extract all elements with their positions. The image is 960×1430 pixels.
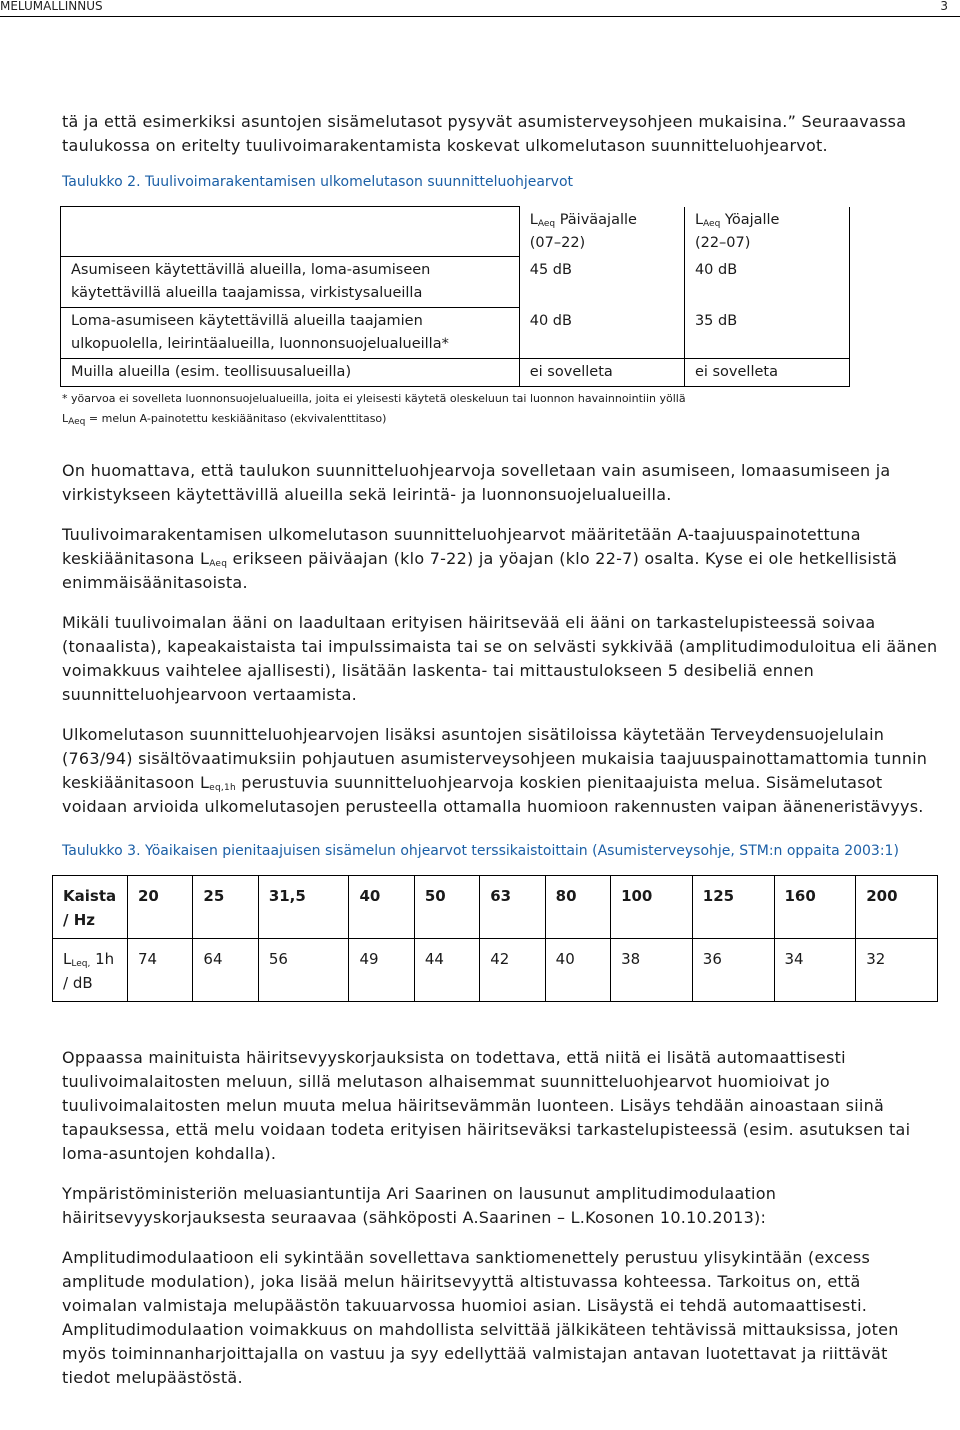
para2-text-a: Tuulivoimarakentamisen ulkomelutason suunnitteluohjearvot määritetään A-taajuuspainotettuna keskiäänitasona L <box>62 525 861 568</box>
paragraph-penalty: Mikäli tuulivoimalan ääni on laadultaan erityisen häiritsevää eli ääni on tarkastelupisteessä soivaa (tonaalista), kapeakaistaista tai impulssimaista tai se on selvästi sykkivää (amplitudimoduloitua eli äänen voimakkuus vaihtelee ajallisesti), lisätään laskenta- tai mittaustulokseen 5 desibeliä ennen suunnitteluohjearvoon vertaamista. <box>62 613 938 704</box>
day-l-subscript: Aeq <box>537 218 556 229</box>
band-header-label: Kaista / Hz <box>53 876 128 939</box>
table3-caption <box>62 841 940 861</box>
low-frequency-table <box>52 875 938 1002</box>
night-l-symbol: L <box>694 211 704 228</box>
table-row <box>61 257 850 308</box>
frequency-cell: 20 <box>128 876 193 939</box>
table-header-row <box>61 207 850 257</box>
paragraph-applicability: On huomattava, että taulukon suunnitteluohjearvoja sovelletaan vain asumiseen, lomaasumiseen ja virkistykseen käytettävillä alueilla sekä leirintä- ja luonnonsuojelualueilla. <box>62 461 891 504</box>
level-cell: 38 <box>611 939 693 1002</box>
paragraph-expert-statement: Ympäristöministeriön meluasiantuntija Ari Saarinen on lausunut amplitudimodulaation häiritsevyyskorjauksesta seuraavaa (sähköposti A.Saarinen – L.Kosonen 10.10.2013): <box>62 1184 777 1227</box>
night-value: 35 dB <box>684 308 849 359</box>
table-footnote: * yöarvoa ei sovelleta luonnonsuojelualueilla, joita ei yleisesti käytetä oleskeluun tai luonnon havainnointiin yöllä <box>62 392 686 405</box>
frequency-cell: 125 <box>692 876 774 939</box>
night-column-header <box>684 207 849 257</box>
table-corner-cell <box>61 207 520 257</box>
table-row <box>61 359 850 387</box>
day-value: ei sovelleta <box>519 359 684 387</box>
level-cell: 40 <box>545 939 610 1002</box>
level-cell: 74 <box>128 939 193 1002</box>
level-cell: 36 <box>692 939 774 1002</box>
frequency-cell: 80 <box>545 876 610 939</box>
laeq-symbol: L <box>62 412 69 425</box>
page-content <box>62 110 940 1390</box>
para4-text-b: perustuvia suunnitteluohjearvoja koskien pienitaajuista melua. Sisämelutasot voidaan arvioida ulkomelutasojen perusteella ottamalla huomioon rakennusten vaipan ääneneristävyys. <box>62 773 924 816</box>
laeq-definition <box>62 409 940 429</box>
frequency-cell: 25 <box>193 876 258 939</box>
day-period: (07–22) <box>529 234 586 251</box>
para4-subscript: eq,1h <box>209 783 236 793</box>
intro-paragraph: tä ja että esimerkiksi asuntojen sisämelutasot pysyvät asumisterveysohjeen mukaisina.” Seuraavassa taulukossa on eritelty tuulivoimarakentamista koskevat ulkomelutason suunnitteluohjearvot. <box>62 112 907 155</box>
table3-caption-number: Taulukko 3. <box>62 843 141 859</box>
table3-caption-text: Yöaikaisen pienitaajuisen sisämelun ohjearvot terssikaistoittain (Asumisterveysohje, STM:n oppaita 2003:1) <box>145 843 899 859</box>
page-header <box>0 0 960 14</box>
table-notes <box>62 389 940 429</box>
day-label: Päiväajalle <box>555 211 637 228</box>
paragraph-corrections: Oppaassa mainituista häiritsevyyskorjauksista on todettava, että niitä ei lisätä automaattisesti tuulivoimalaitosten meluun, sillä melutason alhaisemmat suunnitteluohjearvot huomioivat jo tuulivoimalaitosten melun muuta melua häiritsevämmän luonteen. Lisäys tehdään ainoastaan siinä tapauksessa, että melu voidaan todeta erityisen häiritseväksi tarkastelupisteessä (esim. asutuksen tai loma-asuntojen kohdalla). <box>62 1048 911 1163</box>
day-column-header <box>519 207 684 257</box>
table2-caption-number: Taulukko 2. <box>62 174 141 190</box>
para2-subscript: Aeq <box>209 559 228 569</box>
day-l-symbol: L <box>529 211 538 228</box>
laeq-definition-text: = melun A-painotettu keskiäänitaso (ekvivalenttitaso) <box>85 412 387 425</box>
night-period: (22–07) <box>694 234 751 251</box>
row-label: Loma-asumiseen käytettävillä alueilla taajamien ulkopuolella, leirintäalueilla, luonnonsuojelualueilla* <box>61 308 520 359</box>
para2-text-b: erikseen päiväajan (klo 7-22) ja yöajan (klo 22-7) osalta. Kyse ei ole hetkellisistä enimmäisäänitasoista. <box>62 549 898 592</box>
night-value: ei sovelleta <box>684 359 849 387</box>
level-unit: 1h / dB <box>63 950 115 992</box>
day-value: 45 dB <box>519 257 684 308</box>
header-rule <box>0 16 960 17</box>
day-value: 40 dB <box>519 308 684 359</box>
night-l-subscript: Aeq <box>703 218 721 229</box>
level-cell: 64 <box>193 939 258 1002</box>
level-row <box>53 939 938 1002</box>
level-l-symbol: L <box>63 950 72 968</box>
level-cell: 34 <box>774 939 856 1002</box>
table2-caption <box>62 172 940 192</box>
level-cell: 56 <box>258 939 349 1002</box>
paragraph-outdoor-values <box>62 523 940 595</box>
frequency-cell: 100 <box>611 876 693 939</box>
table-row <box>61 308 850 359</box>
level-cell: 44 <box>414 939 479 1002</box>
frequency-cell: 50 <box>414 876 479 939</box>
frequency-cell: 160 <box>774 876 856 939</box>
table2-caption-text: Tuulivoimarakentamisen ulkomelutason suunnitteluohjearvot <box>145 174 574 190</box>
frequency-cell: 31,5 <box>258 876 349 939</box>
night-label: Yöajalle <box>720 211 780 228</box>
frequency-cell: 63 <box>480 876 545 939</box>
paragraph-amplitude-modulation: Amplitudimodulaatioon eli sykintään sovellettava sanktiomenettely perustuu ylisykintään (excess amplitude modulation), joka lisää melun häiritsevyyttä altistuvassa kohteessa. Tarkoitus on, että voimalan valmistaja melupäästön takuuarvossa huomioi asian. Lisäystä ei tehdä automaattisesti. Amplitudimodulaation voimakkuus on mahdollista selvittää jälkikäteen tehtävissä mittauksissa, joten myös toiminnanharjoittajalla on vastuu ja syy edellyttää valmistajan antavan luotettavat ja riittävät tiedot melupäästöstä. <box>62 1248 899 1387</box>
laeq-subscript: Aeq <box>68 417 86 427</box>
noise-limit-table <box>60 206 850 387</box>
row-label: Asumiseen käytettävillä alueilla, loma-asumiseen käytettävillä alueilla taajamissa, virkistysalueilla <box>61 257 520 308</box>
document-title: MELUMALLINNUS <box>0 0 103 13</box>
frequency-cell: 200 <box>856 876 938 939</box>
level-row-label <box>53 939 128 1002</box>
page-number: 3 <box>940 0 948 13</box>
frequency-cell: 40 <box>349 876 414 939</box>
para4-text-a: Ulkomelutason suunnitteluohjearvojen lisäksi asuntojen sisätiloissa käytetään Terveydensuojelulain (763/94) sisältövaatimuksiin pohjautuen asumisterveysohjeen mukaisia taajuuspainottamattomia tunnin keskiäänitasoon L <box>62 725 928 792</box>
level-cell: 32 <box>856 939 938 1002</box>
level-cell: 42 <box>480 939 545 1002</box>
night-value: 40 dB <box>684 257 849 308</box>
level-l-subscript: Leq, <box>71 959 91 969</box>
level-cell: 49 <box>349 939 414 1002</box>
paragraph-indoor-values <box>62 723 940 819</box>
frequency-row <box>53 876 938 939</box>
row-label: Muilla alueilla (esim. teollisuusalueilla) <box>61 359 520 387</box>
